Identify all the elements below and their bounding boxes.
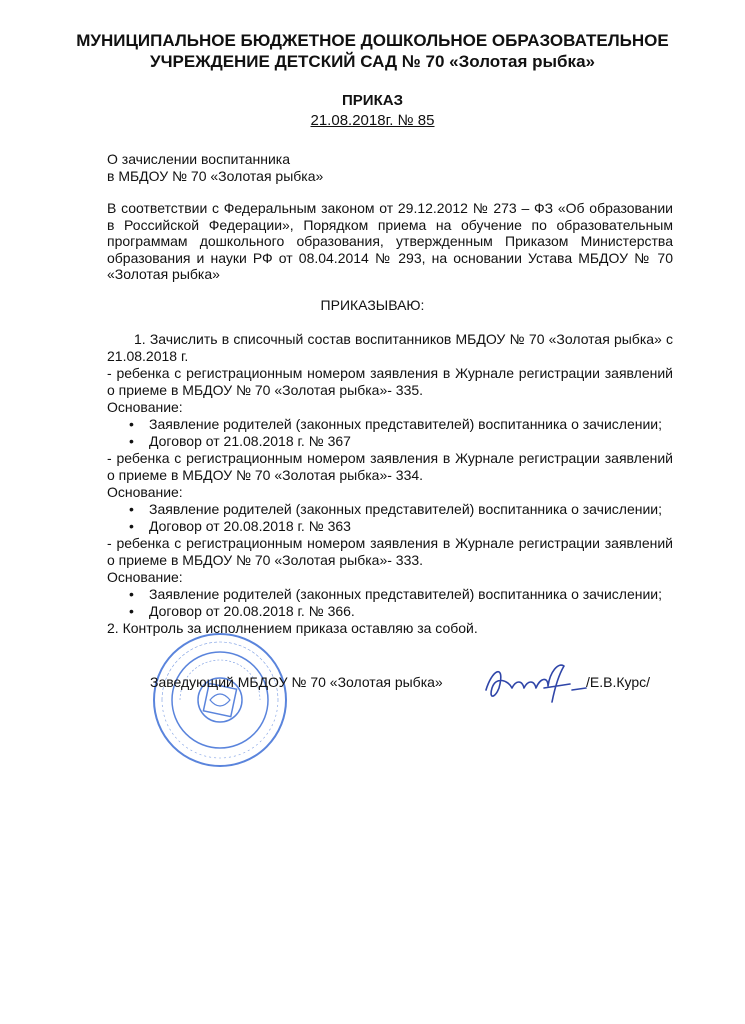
signatory-position: Заведующий МБДОУ № 70 «Золотая рыбка» [150,674,443,690]
signatory-name: /Е.В.Курс/ [586,674,651,690]
document-date-number: 21.08.2018г. № 85 [310,112,435,129]
basis-item: • Договор от 20.08.2018 г. № 366. [149,603,673,620]
child-entry: - ребенка с регистрационным номером заявления в Журнале регистрации заявлений о приеме в МБДОУ № 70 «Золотая рыбка»- 333. [107,535,673,568]
basis-label: Основание: [107,399,183,415]
order-item-1: 1. Зачислить в списочный состав воспитанников МБДОУ № 70 «Золотая рыбка» с 21.08.2018 г. [107,331,673,364]
order-word: ПРИКАЗЫВАЮ: [320,297,425,313]
basis-item: • Заявление родителей (законных представителей) воспитанника о зачислении; [149,416,673,433]
order-item-2: 2. Контроль за исполнением приказа оставляю за собой. [107,620,478,636]
child-entry: - ребенка с регистрационным номером заявления в Журнале регистрации заявлений о приеме в МБДОУ № 70 «Золотая рыбка»- 335. [107,365,673,398]
basis-item: • Заявление родителей (законных представителей) воспитанника о зачислении; [149,586,673,603]
official-stamp [150,630,290,770]
organization-header [0,30,745,72]
basis-label: Основание: [107,569,183,585]
basis-list [107,416,673,450]
basis-list [107,586,673,620]
basis-label: Основание: [107,484,183,500]
document-subject [107,151,323,185]
subject-line-1: О зачислении воспитанника [107,151,291,167]
preamble-paragraph: В соответствии с Федеральным законом от 29.12.2012 № 273 – ФЗ «Об образовании в Российской Федерации», Порядком приема на обучение по образовательным программам дошкольного образования, утвержденным Приказом Министерства образования и науки РФ от 08.04.2014 № 293, на основании Устава МБДОУ № 70 «Золотая рыбка» [107,200,673,282]
child-entry: - ребенка с регистрационным номером заявления в Журнале регистрации заявлений о приеме в МБДОУ № 70 «Золотая рыбка»- 334. [107,450,673,483]
subject-line-2: в МБДОУ № 70 «Золотая рыбка» [107,168,324,184]
basis-list [107,501,673,535]
document-title: ПРИКАЗ [342,92,403,109]
order-body [107,331,673,637]
basis-item: • Договор от 21.08.2018 г. № 367 [149,433,673,450]
organization-line-2: УЧРЕЖДЕНИЕ ДЕТСКИЙ САД № 70 «Золотая рыбка» [150,52,595,71]
organization-line-1: МУНИЦИПАЛЬНОЕ БЮДЖЕТНОЕ ДОШКОЛЬНОЕ ОБРАЗОВАТЕЛЬНОЕ [76,31,669,50]
handwritten-signature [478,658,588,708]
basis-item: • Заявление родителей (законных представителей) воспитанника о зачислении; [149,501,673,518]
basis-item: • Договор от 20.08.2018 г. № 363 [149,518,673,535]
